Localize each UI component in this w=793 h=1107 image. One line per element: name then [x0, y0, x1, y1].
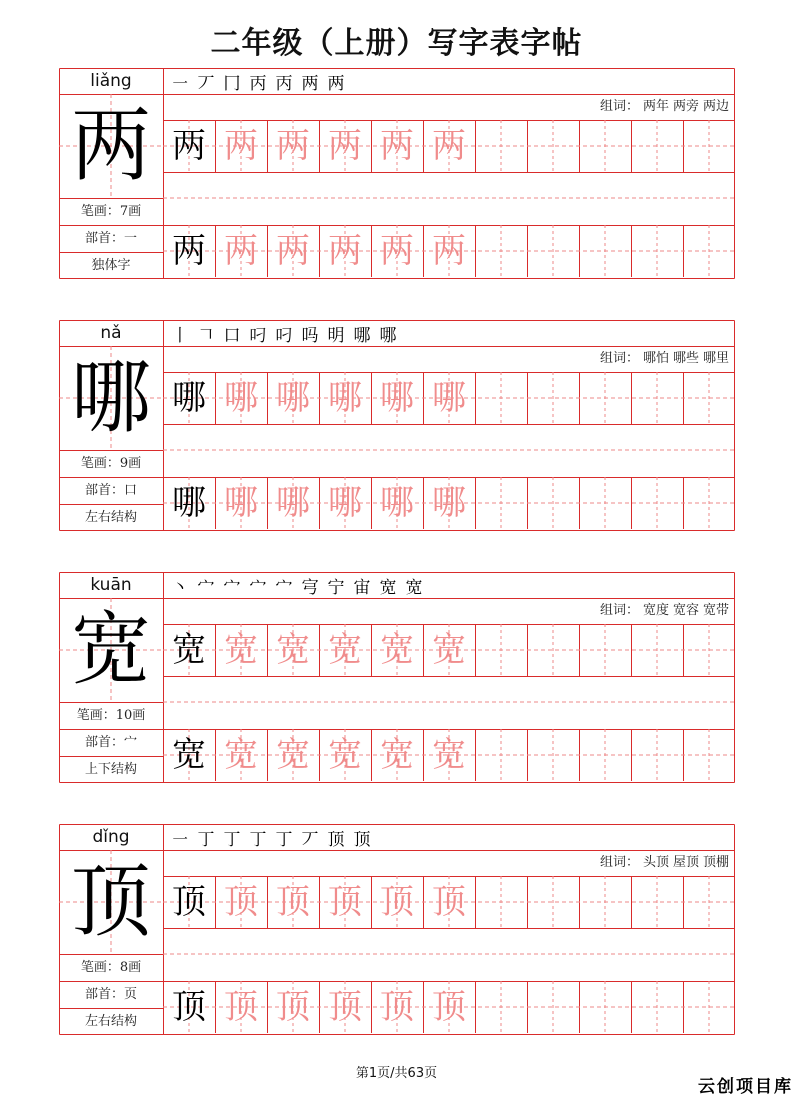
word-example: 宽度	[642, 603, 669, 618]
character-block-3	[59, 572, 735, 783]
stroke-step: 宀	[275, 577, 293, 598]
stroke-order	[167, 68, 349, 94]
stroke-step: 叼	[275, 325, 293, 346]
stroke-step: 丁	[275, 829, 293, 850]
stroke-step: 顶	[353, 829, 371, 850]
practice-trace-char: 哪	[328, 378, 362, 418]
stroke-step: 丁	[249, 829, 267, 850]
practice-trace-char: 顶	[276, 882, 310, 922]
pinyin: dǐng	[92, 827, 130, 847]
stroke-step: ㇐	[171, 73, 189, 94]
stroke-step: 丨	[171, 325, 189, 346]
model-character-large: 宽	[71, 603, 151, 696]
practice-trace-char: 两	[224, 126, 258, 166]
words-label: 组词：	[599, 855, 639, 870]
practice-trace-char: 哪	[380, 378, 414, 418]
stroke-count: 笔画：7画	[80, 204, 142, 219]
stroke-step: 冂	[223, 73, 241, 94]
word-example: 顶棚	[702, 855, 729, 870]
stroke-step: 宀	[197, 577, 215, 598]
practice-model-char: 两	[172, 231, 206, 271]
practice-trace-char: 顶	[224, 882, 258, 922]
word-example: 屋顶	[672, 855, 699, 870]
stroke-order	[167, 320, 401, 346]
stroke-step: 丙	[249, 73, 267, 94]
practice-trace-char: 宽	[224, 735, 258, 775]
word-examples	[596, 94, 729, 120]
stroke-step: 顶	[327, 829, 345, 850]
radical: 部首：口	[84, 483, 137, 498]
practice-trace-char: 两	[276, 231, 310, 271]
page-title: 二年级（上册）写字表字帖	[210, 26, 583, 61]
radical: 部首：页	[84, 987, 137, 1002]
word-examples	[596, 598, 729, 624]
practice-trace-char: 两	[328, 231, 362, 271]
practice-model-char: 哪	[172, 378, 206, 418]
practice-trace-char: 宽	[432, 630, 466, 670]
character-block-1	[59, 68, 735, 279]
stroke-step: ㇐	[171, 829, 189, 850]
stroke-step: 叼	[249, 325, 267, 346]
practice-trace-char: 哪	[224, 483, 258, 523]
practice-trace-char: 哪	[328, 483, 362, 523]
stroke-step: 丆	[197, 73, 215, 94]
structure: 左右结构	[84, 510, 137, 525]
stroke-step: 吗	[301, 325, 319, 346]
practice-trace-char: 哪	[276, 483, 310, 523]
practice-trace-char: 宽	[328, 630, 362, 670]
stroke-step: 两	[327, 73, 345, 94]
stroke-order	[167, 572, 427, 598]
practice-trace-char: 顶	[380, 987, 414, 1027]
page-footer: 第1页/共63页	[355, 1066, 438, 1081]
radical: 部首：宀	[84, 735, 137, 750]
practice-trace-char: 顶	[224, 987, 258, 1027]
brand-logo: 云创项目库	[698, 1077, 793, 1097]
practice-trace-char: 顶	[328, 882, 362, 922]
words-label: 组词：	[599, 99, 639, 114]
stroke-step: 明	[327, 325, 345, 346]
radical: 部首：一	[84, 231, 137, 246]
stroke-step: 哪	[353, 325, 371, 346]
practice-trace-char: 两	[224, 231, 258, 271]
stroke-step: 口	[223, 325, 241, 346]
stroke-count: 笔画：10画	[76, 708, 146, 723]
stroke-step: 宀	[223, 577, 241, 598]
practice-trace-char: 哪	[224, 378, 258, 418]
practice-trace-char: 宽	[276, 735, 310, 775]
stroke-step: 丁	[197, 829, 215, 850]
stroke-step: 丶	[171, 577, 189, 598]
practice-trace-char: 宽	[328, 735, 362, 775]
practice-model-char: 两	[172, 126, 206, 166]
practice-trace-char: 哪	[432, 378, 466, 418]
stroke-step: 宆	[301, 577, 319, 598]
practice-trace-char: 两	[328, 126, 362, 166]
words-label: 组词：	[599, 603, 639, 618]
practice-trace-char: 顶	[432, 987, 466, 1027]
words-label: 组词：	[599, 351, 639, 366]
model-character-large: 哪	[71, 351, 151, 444]
word-examples	[596, 850, 729, 876]
stroke-step: 哪	[379, 325, 397, 346]
stroke-step: 宽	[405, 577, 423, 598]
practice-trace-char: 哪	[380, 483, 414, 523]
character-block-2	[59, 320, 735, 531]
practice-model-char: 顶	[172, 987, 206, 1027]
practice-trace-char: 顶	[276, 987, 310, 1027]
structure: 独体字	[91, 258, 131, 273]
practice-model-char: 宽	[172, 630, 206, 670]
practice-trace-char: 哪	[432, 483, 466, 523]
word-example: 两旁	[672, 99, 699, 114]
practice-model-char: 哪	[172, 483, 206, 523]
word-example: 头顶	[642, 855, 669, 870]
practice-trace-char: 两	[380, 126, 414, 166]
practice-model-char: 宽	[172, 735, 206, 775]
stroke-count: 笔画：9画	[80, 456, 142, 471]
stroke-step: 宁	[327, 577, 345, 598]
word-example: 两边	[702, 99, 729, 114]
model-character-large: 顶	[71, 855, 151, 948]
practice-trace-char: 两	[432, 126, 466, 166]
stroke-step: 丆	[301, 829, 319, 850]
stroke-step: 两	[301, 73, 319, 94]
practice-trace-char: 宽	[380, 630, 414, 670]
structure: 上下结构	[84, 762, 137, 777]
stroke-step: 宙	[353, 577, 371, 598]
practice-trace-char: 宽	[432, 735, 466, 775]
word-example: 哪些	[672, 351, 699, 366]
word-examples	[596, 346, 729, 372]
word-example: 宽容	[672, 603, 699, 618]
pinyin: kuān	[90, 575, 132, 595]
practice-trace-char: 哪	[276, 378, 310, 418]
practice-trace-char: 顶	[380, 882, 414, 922]
model-character-large: 两	[71, 99, 151, 192]
practice-trace-char: 两	[276, 126, 310, 166]
practice-model-char: 顶	[172, 882, 206, 922]
practice-trace-char: 顶	[432, 882, 466, 922]
character-block-4	[59, 824, 735, 1035]
stroke-step: 丙	[275, 73, 293, 94]
practice-trace-char: 两	[380, 231, 414, 271]
stroke-step: 宀	[249, 577, 267, 598]
word-example: 宽带	[702, 603, 729, 618]
stroke-step: 宽	[379, 577, 397, 598]
word-example: 两年	[642, 99, 669, 114]
stroke-step: 𠃍	[197, 325, 215, 346]
practice-trace-char: 宽	[224, 630, 258, 670]
practice-trace-char: 两	[432, 231, 466, 271]
structure: 左右结构	[84, 1014, 137, 1029]
stroke-count: 笔画：8画	[80, 960, 142, 975]
pinyin: liǎng	[90, 71, 132, 91]
word-example: 哪怕	[642, 351, 669, 366]
stroke-step: 丁	[223, 829, 241, 850]
stroke-order	[167, 824, 375, 850]
practice-trace-char: 宽	[380, 735, 414, 775]
practice-trace-char: 顶	[328, 987, 362, 1027]
pinyin: nǎ	[100, 323, 122, 343]
practice-trace-char: 宽	[276, 630, 310, 670]
word-example: 哪里	[702, 351, 729, 366]
